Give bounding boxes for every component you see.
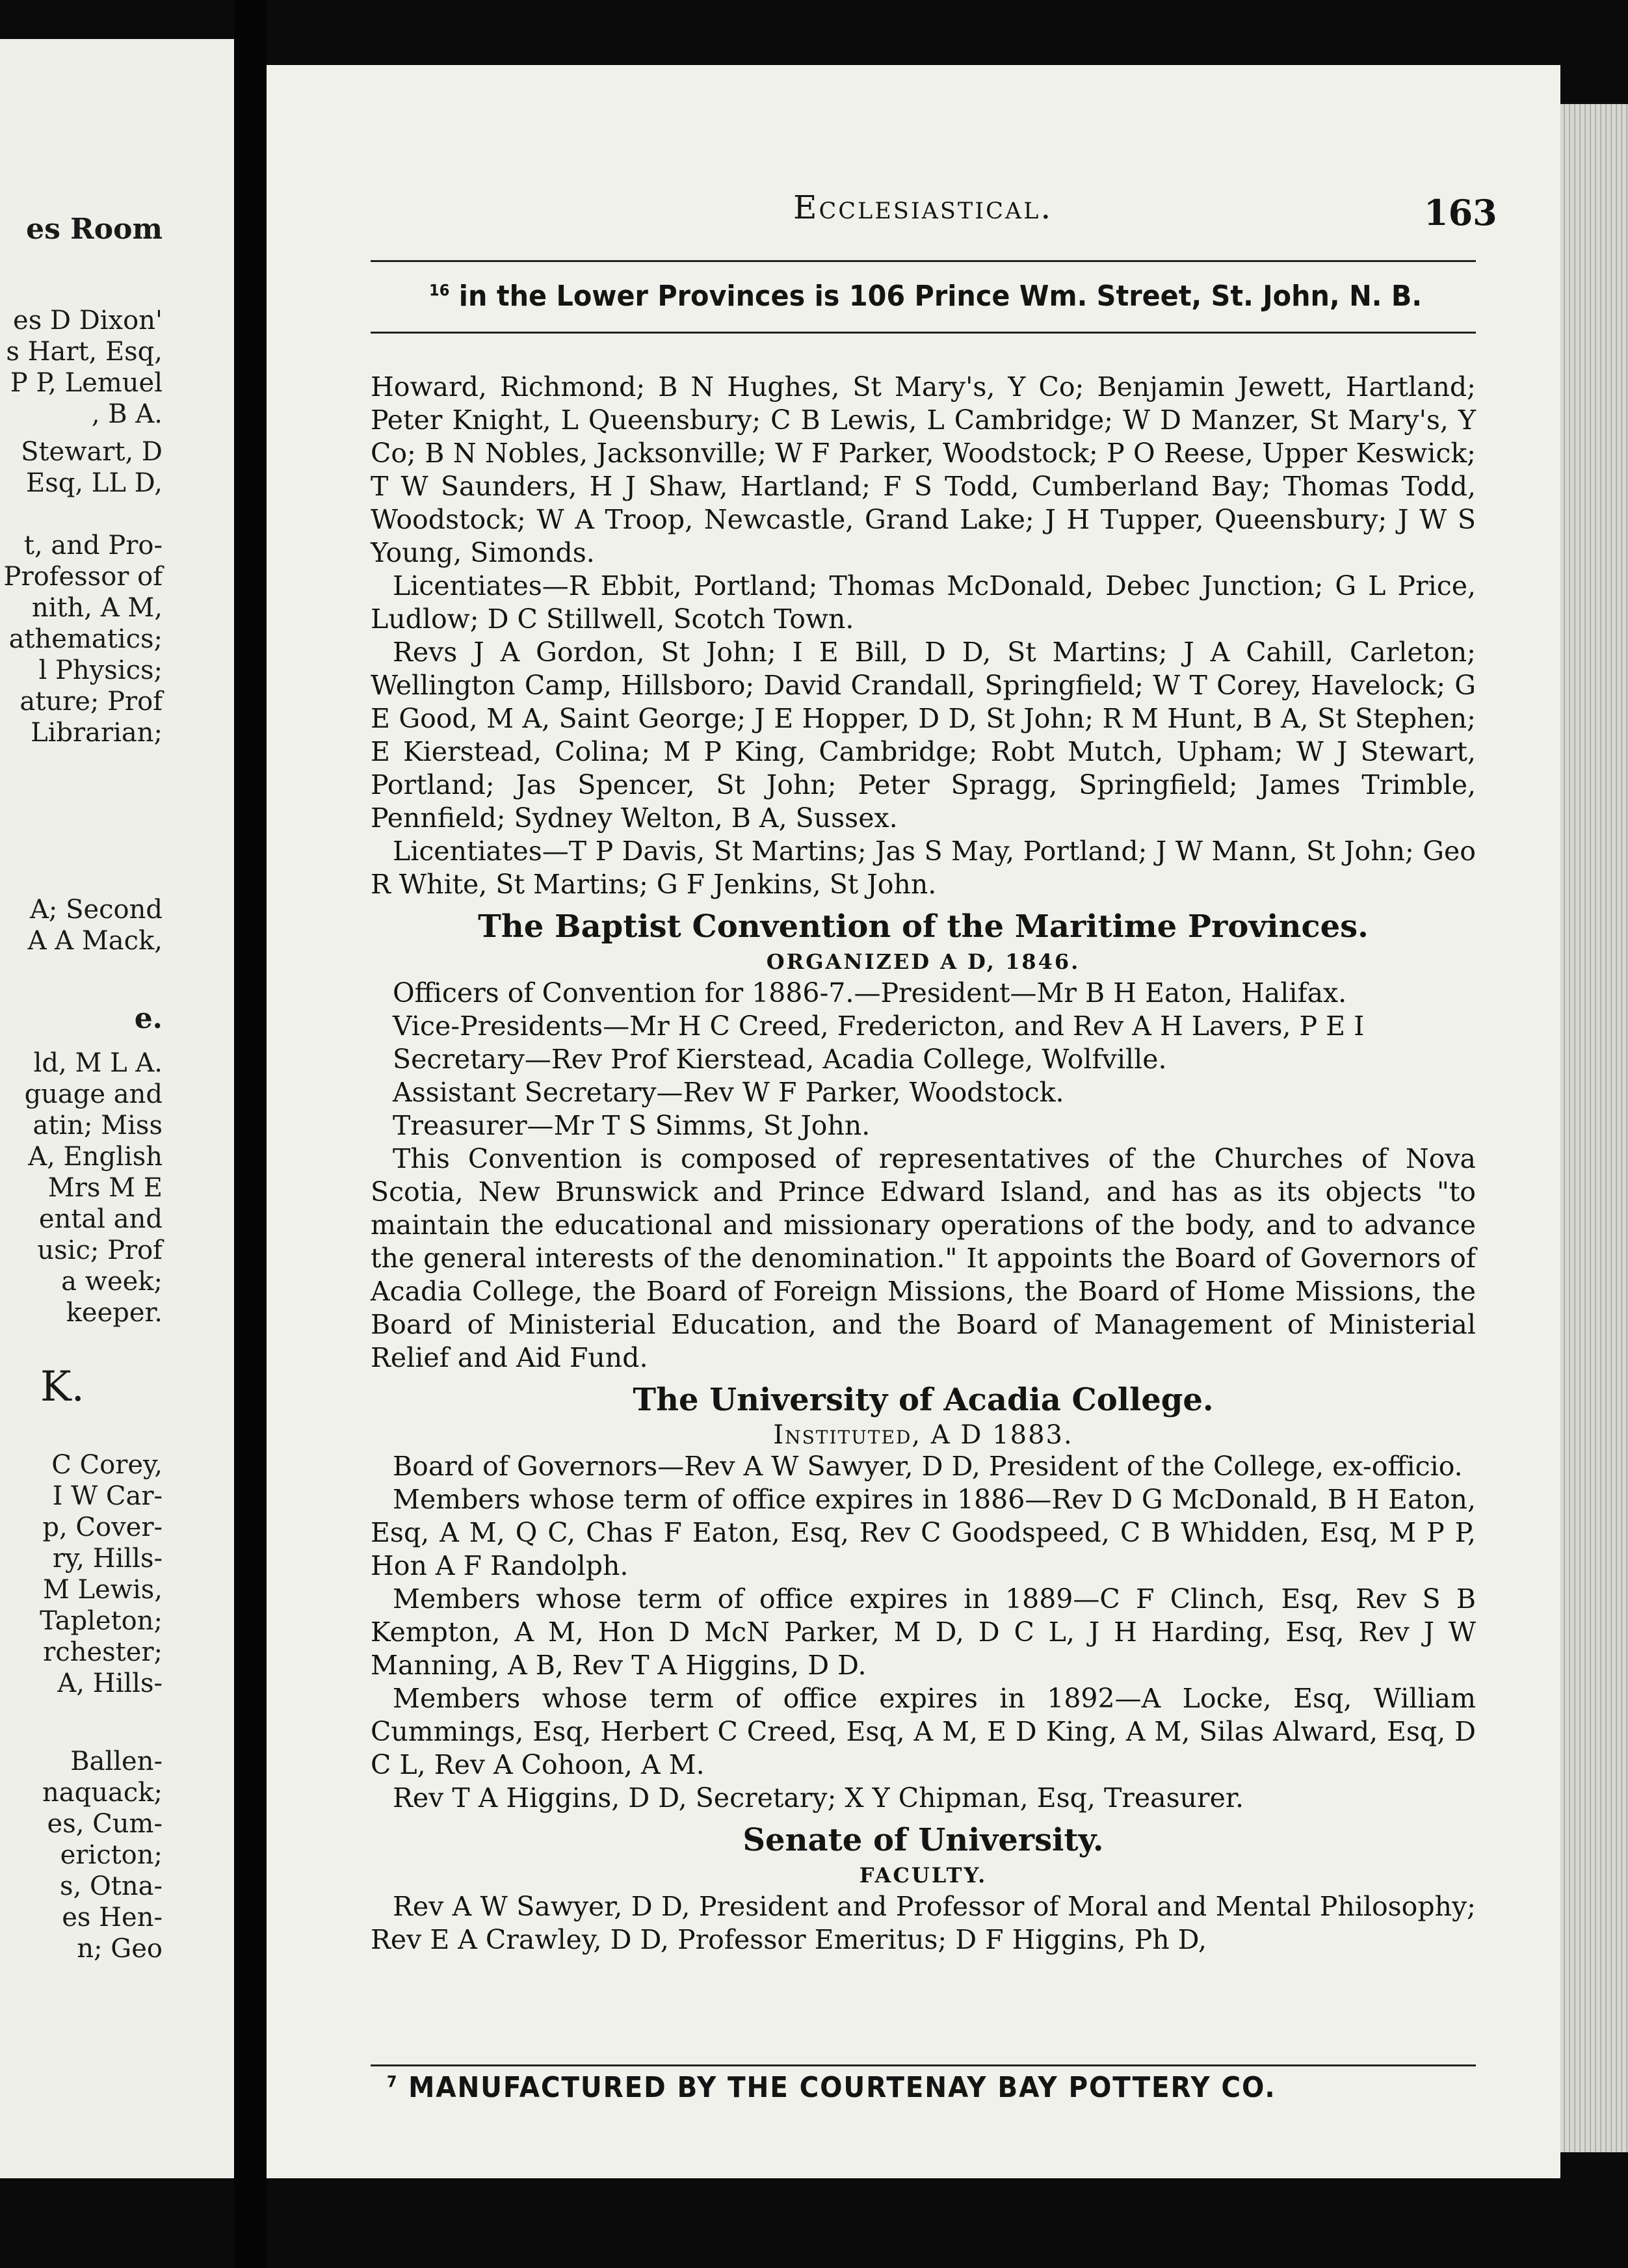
- left-page-line-fragment: ld, M L A.: [33, 1048, 163, 1078]
- left-page-line-fragment: ature; Prof: [20, 687, 163, 717]
- left-page-line-fragment: athematics;: [8, 624, 163, 654]
- left-page-heading-fragment: K.: [40, 1363, 85, 1411]
- left-page-line-fragment: guage and: [24, 1079, 163, 1109]
- bottom-ad-text: MANUFACTURED BY THE COURTENAY BAY POTTERY CO.: [408, 2071, 1276, 2104]
- left-page-line-fragment: Esq, LL D,: [26, 468, 163, 498]
- body-paragraph: Members whose term of office expires in 1892—A Locke, Esq, William Cummings, Esq, Herbert C Creed, Esq, A M, E D King, A M, Silas Alward, Esq, D C L, Rev A Cohoon, A M.: [371, 1683, 1476, 1780]
- right-page: [267, 65, 1560, 2178]
- left-page-line-fragment: rchester;: [43, 1637, 163, 1667]
- page-number: 163: [1424, 192, 1497, 233]
- body-paragraph: Officers of Convention for 1886-7.—President—Mr B H Eaton, Halifax.: [393, 977, 1347, 1009]
- left-page-line-fragment: p, Cover-: [42, 1512, 163, 1542]
- body-paragraph: Treasurer—Mr T S Simms, St John.: [393, 1110, 871, 1141]
- left-page-line-fragment: C Corey,: [51, 1450, 163, 1480]
- body-paragraph: Howard, Richmond; B N Hughes, St Mary's, Y Co; Benjamin Jewett, Hartland; Peter Knight, L Queensbury; C B Lewis, L Cambridge; W D Manzer, St Mary's, Y Co; B N Nobles, Jacksonville; W F Parker, Woodstock; P O Reese, Upper Keswick; T W Saunders, H J Shaw, Hartland; F S Todd, Cumberland Bay; Thomas Todd, Woodstock; W A Troop, Newcastle, Grand Lake; J H Tupper, Queensbury; J W S Young, Simonds.: [371, 371, 1476, 568]
- left-page-line-fragment: n; Geo: [77, 1934, 163, 1964]
- page-body: [371, 371, 1476, 1957]
- left-page-line-fragment: A, English: [28, 1142, 163, 1172]
- ad-footnote-marker: 16: [429, 281, 450, 300]
- left-page-line-fragment: Tapleton;: [40, 1606, 163, 1636]
- left-page-line-fragment: Stewart, D: [21, 437, 163, 467]
- left-page-line-fragment: I W Car-: [52, 1481, 163, 1511]
- body-paragraph: Members whose term of office expires in 1889—C F Clinch, Esq, Rev S B Kempton, A M, Hon D McN Parker, M D, D C L, J H Harding, Esq, Rev J W Manning, A B, Rev T A Higgins, D D.: [371, 1583, 1476, 1681]
- body-paragraph: Members whose term of office expires in 1886—Rev D G McDonald, B H Eaton, Esq, A M, Q C, Chas F Eaton, Esq, Rev C Goodspeed, C B Whidden, Esq, M P P, Hon A F Randolph.: [371, 1484, 1476, 1581]
- left-page-line-fragment: es, Cum-: [47, 1809, 163, 1839]
- left-page-line-fragment: a week;: [61, 1267, 163, 1297]
- left-page-line-fragment: es D Dixon': [13, 306, 163, 336]
- left-page-line-fragment: Ballen-: [70, 1747, 163, 1776]
- bottom-rule: [371, 2064, 1476, 2066]
- left-page-line-fragment: Librarian;: [31, 718, 163, 748]
- body-paragraph: Assistant Secretary—Rev W F Parker, Woodstock.: [393, 1077, 1064, 1108]
- left-page-line-fragment: ry, Hills-: [52, 1544, 163, 1574]
- left-page-line-fragment: A, Hills-: [57, 1668, 163, 1698]
- left-page-line-fragment: es Hen-: [62, 1903, 163, 1932]
- left-page-line-fragment: M Lewis,: [42, 1575, 163, 1605]
- body-paragraph: Revs J A Gordon, St John; I E Bill, D D, St Martins; J A Cahill, Carleton; Wellington Camp, Hillsboro; David Crandall, Springfield; W T Corey, Havelock; G E Good, M A, Saint George; J E Hopper, D D, St John; R M Hunt, B A, St Stephen; E Kierstead, Colina; M P King, Cambridge; Robt Mutch, Upham; W J Stewart, Portland; Jas Spencer, St John; Peter Spragg, Springfield; James Trimble, Pennfield; Sydney Welton, B A, Sussex.: [371, 637, 1476, 834]
- section-title: The Baptist Convention of the Maritime Provinces.: [478, 908, 1369, 945]
- left-page-line-fragment: A A Mack,: [27, 926, 163, 956]
- left-page-line-fragment: naquack;: [42, 1778, 163, 1808]
- ad-footnote-marker: 7: [387, 2072, 399, 2091]
- left-page-line-fragment: s, Otna-: [60, 1871, 163, 1901]
- body-paragraph: Rev A W Sawyer, D D, President and Professor of Moral and Mental Philosophy; Rev E A Crawley, D D, Professor Emeritus; D F Higgins, Ph D,: [371, 1891, 1476, 1955]
- left-page-line-fragment: ental and: [38, 1204, 163, 1234]
- running-head: Ecclesiastical.: [793, 189, 1053, 226]
- section-title: Senate of University.: [742, 1822, 1104, 1858]
- body-paragraph: Vice-Presidents—Mr H C Creed, Fredericton, and Rev A H Lavers, P E I: [393, 1010, 1365, 1042]
- body-paragraph: Licentiates—T P Davis, St Martins; Jas S May, Portland; J W Mann, St John; Geo R White, St Martins; G F Jenkins, St John.: [371, 836, 1476, 900]
- left-page-line-fragment: Mrs M E: [47, 1173, 163, 1203]
- section-subtitle: Instituted, A D 1883.: [773, 1420, 1073, 1450]
- left-page-line-fragment: , B A.: [91, 399, 163, 429]
- section-subtitle: FACULTY.: [859, 1863, 988, 1888]
- bottom-advertisement: [387, 2071, 1276, 2104]
- left-page: [0, 39, 236, 2178]
- left-page-heading-fragment: e.: [134, 1002, 163, 1035]
- left-page-line-fragment: P P, Lemuel: [10, 368, 163, 398]
- section-subtitle: ORGANIZED A D, 1846.: [766, 949, 1081, 974]
- top-rule-lower: [371, 332, 1476, 334]
- left-page-line-fragment: Professor of: [3, 562, 163, 592]
- body-paragraph: Board of Governors—Rev A W Sawyer, D D, President of the College, ex-officio.: [393, 1451, 1463, 1482]
- top-advertisement: [429, 280, 1422, 313]
- left-page-line-fragment: atin; Miss: [33, 1111, 163, 1141]
- body-paragraph: Licentiates—R Ebbit, Portland; Thomas McDonald, Debec Junction; G L Price, Ludlow; D C Stillwell, Scotch Town.: [371, 570, 1476, 635]
- left-page-line-fragment: ericton;: [60, 1840, 163, 1870]
- section-title: The University of Acadia College.: [633, 1382, 1214, 1418]
- top-ad-text: in the Lower Provinces is 106 Prince Wm. Street, St. John, N. B.: [458, 280, 1423, 313]
- top-rule: [371, 260, 1476, 262]
- left-page-line-fragment: t, and Pro-: [23, 531, 163, 560]
- left-page-line-fragment: l Physics;: [38, 655, 163, 685]
- left-page-line-fragment: A; Second: [29, 895, 163, 925]
- body-paragraph: This Convention is composed of representatives of the Churches of Nova Scotia, New Brunswick and Prince Edward Island, and has as its objects "to maintain the educational and missionary operations of the body, and to advance the general interests of the denomination." It appoints the Board of Governors of Acadia College, the Board of Foreign Missions, the Board of Home Missions, the Board of Ministerial Education, and the Board of Management of Ministerial Relief and Aid Fund.: [371, 1143, 1476, 1373]
- body-paragraph: Secretary—Rev Prof Kierstead, Acadia College, Wolfville.: [393, 1044, 1167, 1075]
- left-page-heading-fragment: es Room: [26, 213, 163, 246]
- left-page-line-fragment: usic; Prof: [37, 1235, 163, 1265]
- left-page-line-fragment: keeper.: [66, 1298, 163, 1328]
- left-page-line-fragment: s Hart, Esq,: [6, 337, 163, 367]
- page-edges: [1560, 104, 1628, 2152]
- body-paragraph: Rev T A Higgins, D D, Secretary; X Y Chipman, Esq, Treasurer.: [393, 1782, 1244, 1813]
- left-page-line-fragment: nith, A M,: [31, 593, 163, 623]
- book-gutter: [234, 0, 267, 2268]
